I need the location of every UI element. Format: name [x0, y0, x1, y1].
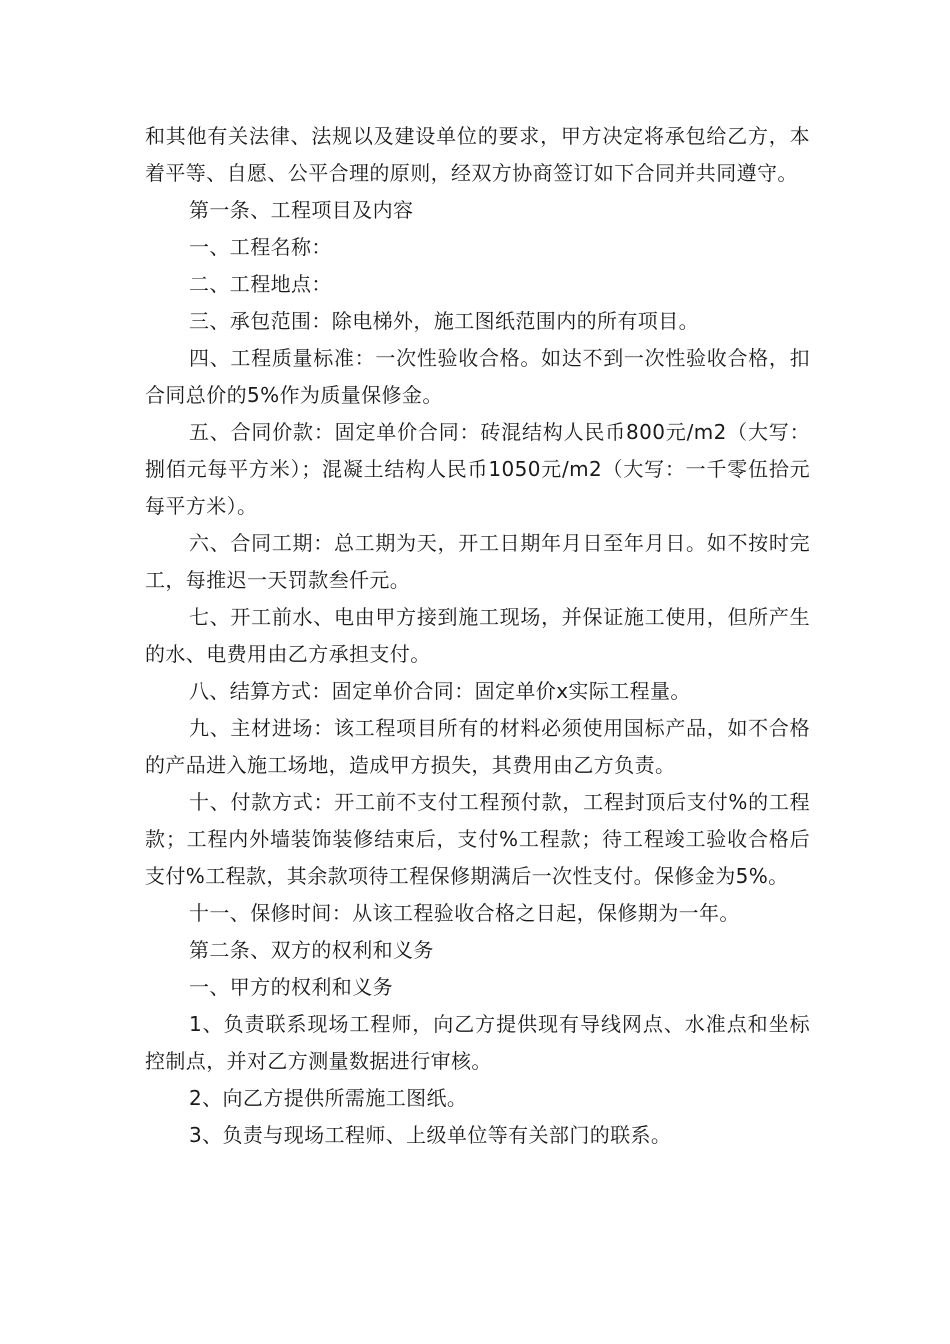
list-item-1: 1、负责联系现场工程师，向乙方提供现有导线网点、水准点和坐标控制点，并对乙方测量数据进行审核。	[145, 1012, 810, 1073]
paragraph-materials: 九、主材进场：该工程项目所有的材料必须使用国标产品，如不合格的产品进入施工场地，造成甲方损失，其费用由乙方负责。	[145, 716, 810, 777]
paragraph-payment-terms: 十、付款方式：开工前不支付工程预付款，工程封顶后支付%的工程款；工程内外墙装饰装修结束后，支付%工程款；待工程竣工验收合格后支付%工程款，其余款项待工程保修期满后一次性支付。保修金为5%。	[145, 790, 810, 888]
paragraph-contract-period: 六、合同工期：总工期为天，开工日期年月日至年月日。如不按时完工，每推迟一天罚款叁仟元。	[145, 531, 810, 592]
heading-party-a-rights: 一、甲方的权利和义务	[189, 975, 393, 999]
heading-article-1: 第一条、工程项目及内容	[189, 198, 414, 222]
contract-body	[145, 118, 810, 1154]
heading-article-2: 第二条、双方的权利和义务	[189, 938, 434, 962]
paragraph-contract-scope: 三、承包范围：除电梯外，施工图纸范围内的所有项目。	[189, 309, 699, 333]
paragraph-warranty: 十一、保修时间：从该工程验收合格之日起，保修期为一年。	[189, 901, 740, 925]
paragraph-intro-continuation: 和其他有关法律、法规以及建设单位的要求，甲方决定将承包给乙方，本着平等、自愿、公平合理的原则，经双方协商签订如下合同并共同遵守。	[145, 124, 810, 185]
list-item-3: 3、负责与现场工程师、上级单位等有关部门的联系。	[189, 1123, 672, 1147]
paragraph-utilities: 七、开工前水、电由甲方接到施工现场，并保证施工使用，但所产生的水、电费用由乙方承担支付。	[145, 605, 810, 666]
list-item-2: 2、向乙方提供所需施工图纸。	[189, 1086, 468, 1110]
paragraph-quality-standard: 四、工程质量标准：一次性验收合格。如达不到一次性验收合格，扣合同总价的5%作为质量保修金。	[145, 346, 810, 407]
paragraph-contract-price: 五、合同价款：固定单价合同：砖混结构人民币800元/m2（大写：捌佰元每平方米）；混凝土结构人民币1050元/m2（大写：一千零伍拾元每平方米）。	[145, 420, 810, 518]
paragraph-project-name: 一、工程名称：	[189, 235, 332, 259]
paragraph-settlement: 八、结算方式：固定单价合同：固定单价x实际工程量。	[189, 679, 691, 703]
paragraph-project-location: 二、工程地点：	[189, 272, 332, 296]
